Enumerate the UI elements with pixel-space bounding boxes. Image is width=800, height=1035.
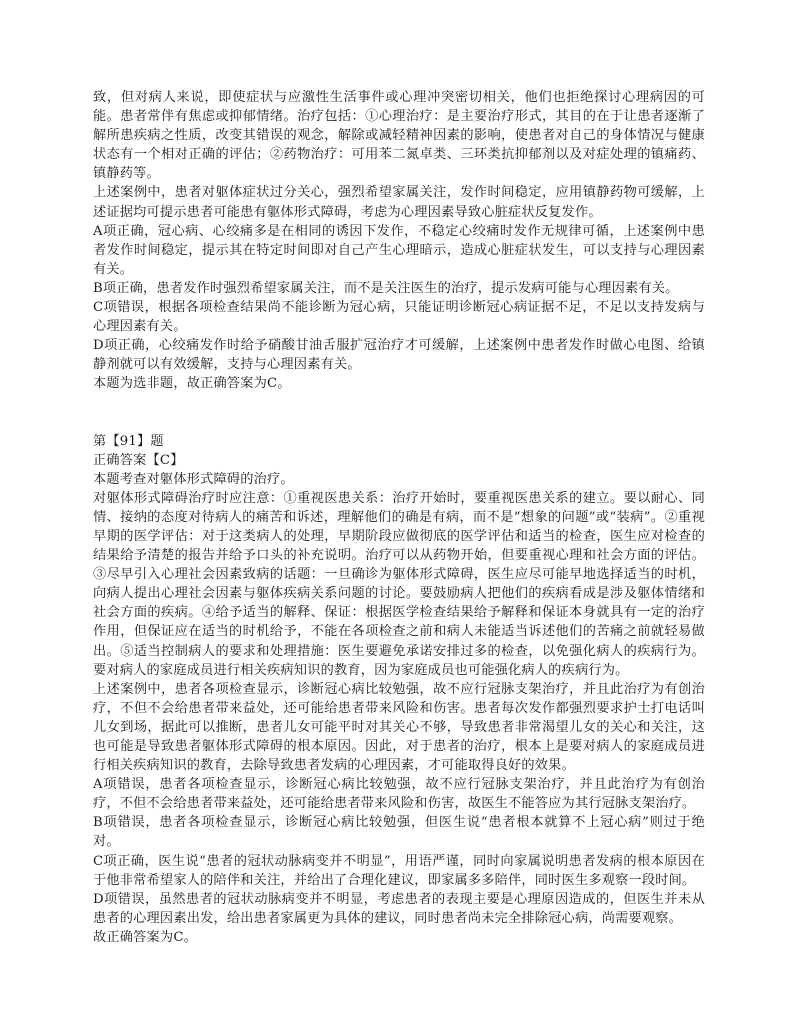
correct-answer-label: 正确答案【C】 bbox=[93, 452, 184, 468]
paragraph: A项错误，患者各项检查显示，诊断冠心病比较勉强，故不应行冠脉支架治疗，并且此治疗为有创治疗，不但不会给患者带来益处，还可能给患者带来风险和伤害，故医生不能答应为其行冠脉支架治疗。 bbox=[93, 777, 705, 812]
paragraph: D项正确，心绞痛发作时给予硝酸甘油舌服扩冠治疗才可缓解，上述案例中患者发作时做心电图、给镇静剂就可以有效缓解，支持与心理因素有关。 bbox=[93, 338, 705, 373]
paragraph: D项错误，虽然患者的冠状动脉病变并不明显，考虑患者的表现主要是心理原因造成的，但医生并未从患者的心理因素出发，给出患者家属更为具体的建议，同时患者尚未完全排除冠心病，尚需要观察。 bbox=[93, 891, 705, 926]
paragraph: 上述案例中，患者各项检查显示，诊断冠心病比较勉强，故不应行冠脉支架治疗，并且此治疗为有创治疗，不但不会给患者带来益处，还可能给患者带来风险和伤害。患者每次发作都强烈要求护士打电话叫儿女到场，据此可以推断，患者儿女可能平时对其关心不够，导致患者非常渴望儿女的关心和关注，这也可能是导致患者躯体形式障碍的根本原因。因此，对于患者的治疗，根本上是要对病人的家庭成员进行相关疾病知识的教育，去除导致患者发病的心理因素，才可能取得良好的效果。 bbox=[93, 681, 705, 774]
paragraph: 对躯体形式障碍治疗时应注意：①重视医患关系：治疗开始时，要重视医患关系的建立。要以耐心、同情、接纳的态度对待病人的痛苦和诉述，理解他们的确是有病，而不是“想象的问题”或“装病”。②重视早期的医学评估：对于这类病人的处理，早期阶段应做彻底的医学评估和适当的检查，医生应对检查的结果给予清楚的报告并给予口头的补充说明。治疗可以从药物开始，但要重视心理和社会方面的评估。③尽早引入心理社会因素致病的话题：一旦确诊为躯体形式障碍，医生应尽可能早地选择适当的时机，向病人提出心理社会因素与躯体疾病关系问题的讨论。要鼓励病人把他们的疾病看成是涉及躯体情绪和社会方面的疾病。④给予适当的解释、保证：根据医学检查结果给予解释和保证本身就具有一定的治疗作用，但保证应在适当的时机给予，不能在各项检查之前和病人未能适当诉述他们的苦痛之前就轻易做出。⑤适当控制病人的要求和处理措施：医生要避免承诺安排过多的检查，以免强化病人的疾病行为。要对病人的家庭成员进行相关疾病知识的教育，因为家庭成员也可能强化病人的疾病行为。 bbox=[93, 490, 705, 678]
paragraph: 上述案例中，患者对躯体症状过分关心，强烈希望家属关注，发作时间稳定，应用镇静药物可缓解，上述证据均可提示患者可能患有躯体形式障碍，考虑为心理因素导致心脏症状反复发作。 bbox=[93, 185, 705, 220]
paragraph: 本题为选非题，故正确答案为C。 bbox=[93, 376, 291, 392]
question-number: 第【91】题 bbox=[93, 433, 164, 449]
paragraph: B项错误，患者各项检查显示，诊断冠心病比较勉强，但医生说“患者根本就算不上冠心病”则过于绝对。 bbox=[93, 815, 705, 850]
section-spacer bbox=[93, 394, 705, 432]
paragraph: A项正确，冠心病、心绞痛多是在相同的诱因下发作，不稳定心绞痛时发作无规律可循，上述案例中患者发作时间稳定，提示其在特定时间即对自己产生心理暗示，造成心脏症状发生，可以支持与心理因素有关。 bbox=[93, 223, 705, 277]
paragraph: C项错误，根据各项检查结果尚不能诊断为冠心病，只能证明诊断冠心病证据不足，不足以支持发病与心理因素有关。 bbox=[93, 300, 705, 335]
paragraph: C项正确，医生说“患者的冠状动脉病变并不明显”，用语严谨，同时向家属说明患者发病的根本原因在于他非常希望家人的陪伴和关注，并给出了合理化建议，即家属多多陪伴，同时医生多观察一段时间。 bbox=[93, 853, 705, 888]
document-page bbox=[93, 88, 705, 947]
paragraph: 故正确答案为C。 bbox=[93, 929, 198, 945]
paragraph: 致，但对病人来说，即使症状与应激性生活事件或心理冲突密切相关，他们也拒绝探讨心理病因的可能。患者常伴有焦虑或抑郁情绪。治疗包括：①心理治疗：是主要治疗形式，其目的在于让患者逐渐了解所患疾病之性质，改变其错误的观念，解除或减轻精神因素的影响，使患者对自己的身体情况与健康状态有一个相对正确的评估；②药物治疗：可用苯二氮卓类、三环类抗抑郁剂以及对症处理的镇痛药、镇静药等。 bbox=[93, 90, 705, 182]
paragraph: B项正确，患者发作时强烈希望家属关注，而不是关注医生的治疗，提示发病可能与心理因素有关。 bbox=[93, 280, 679, 296]
paragraph: 本题考查对躯体形式障碍的治疗。 bbox=[93, 471, 294, 487]
